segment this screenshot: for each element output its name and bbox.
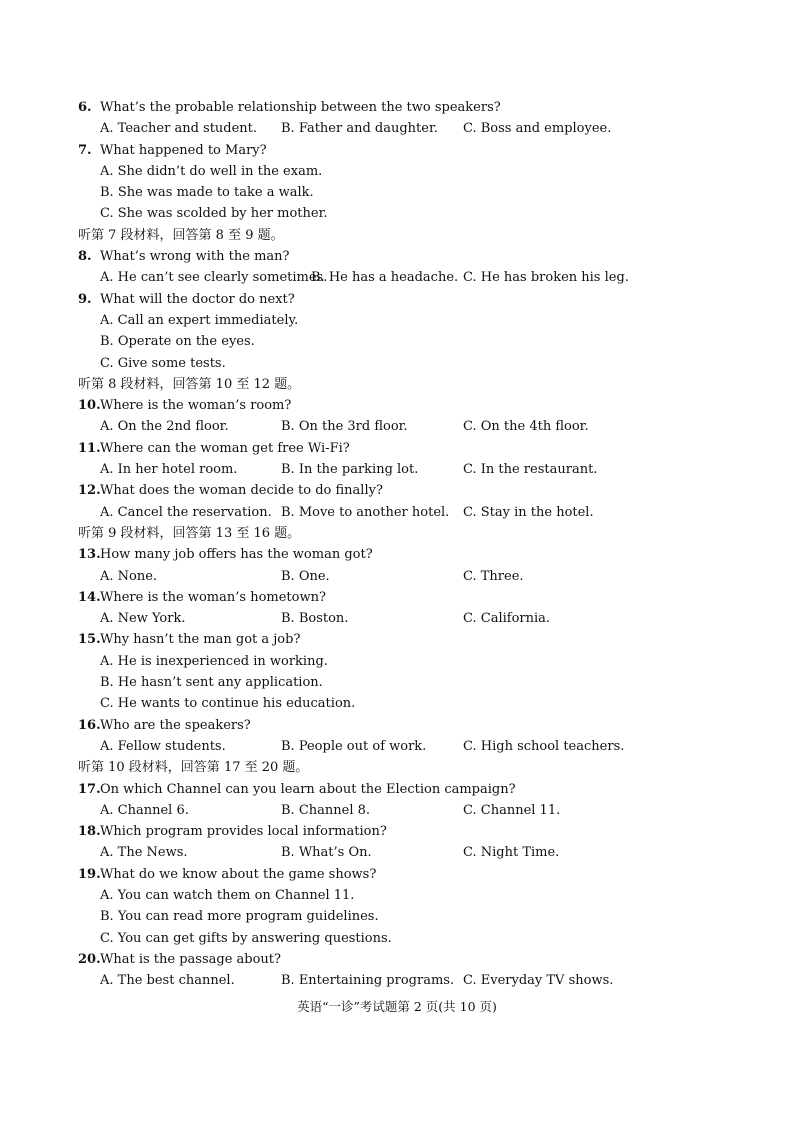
question-text: What is the passage about? [100,951,282,967]
question-stem [78,480,738,501]
question-number: 16. [78,717,101,733]
question-number: 12. [78,483,101,499]
question-stem [78,246,738,267]
answer-option: B. One. [281,568,330,584]
question-stem [78,289,738,310]
answer-option: A. The News. [100,845,188,861]
answer-option: B. He has a headache. [311,270,459,286]
question-stem [78,587,738,608]
page-footer: 英语“一诊”考试题第 2 页(共 10 页) [297,999,497,1014]
answer-option: B. People out of work. [281,738,427,754]
question-text: What do we know about the game shows? [100,866,377,882]
answer-option: B. Father and daughter. [281,121,438,137]
question-number: 8. [78,249,92,265]
answer-option: B. Entertaining programs. [281,973,455,989]
answer-option: A. Teacher and student. [100,121,258,137]
question-number: 9. [78,291,92,307]
option-row [78,416,738,437]
question-stem [78,779,738,800]
section-instruction: 听第 9 段材料，回答第 13 至 16 题。 [78,525,301,541]
question-number: 6. [78,100,92,115]
answer-option: C. California. [463,611,551,627]
question-stem [78,949,738,970]
answer-option: C. Stay in the hotel. [463,504,594,520]
question-number: 17. [78,781,101,797]
answer-option: C. Three. [463,568,524,584]
answer-option: A. Call an expert immediately. [100,312,299,328]
section-instruction: 听第 7 段材料，回答第 8 至 9 题。 [78,227,284,243]
answer-option: A. On the 2nd floor. [100,419,229,435]
answer-option: C. You can get gifts by answering questions. [100,930,392,946]
question-text: Who are the speakers? [100,717,251,733]
option-row [78,800,738,821]
answer-option: C. Night Time. [463,845,560,861]
question-stem [78,140,738,161]
question-number: 11. [78,440,101,456]
question-text: Where can the woman get free Wi-Fi? [100,440,350,456]
question-number: 14. [78,589,101,605]
question-number: 18. [78,824,101,840]
answer-option: B. He hasn’t sent any application. [100,675,323,691]
answer-option: A. The best channel. [100,973,235,989]
question-text: What will the doctor do next? [100,291,295,307]
question-text: Where is the woman’s hometown? [100,589,326,605]
answer-option: C. High school teachers. [463,738,625,754]
answer-option: A. None. [100,568,158,584]
question-number: 10. [78,398,101,414]
answer-option: B. On the 3rd floor. [281,419,408,435]
question-text: Where is the woman’s room? [100,398,292,414]
answer-option: C. Everyday TV shows. [463,973,614,989]
answer-option: A. He is inexperienced in working. [100,653,328,669]
option-row [78,459,738,480]
question-list [78,97,738,991]
option-row [78,608,738,629]
option-row [78,566,738,587]
question-text: What’s the probable relationship between the two speakers? [100,100,501,115]
question-text: How many job offers has the woman got? [100,547,373,563]
section-instruction: 听第 8 段材料，回答第 10 至 12 题。 [78,376,301,392]
answer-option: B. She was made to take a walk. [100,185,314,201]
question-text: What’s wrong with the man? [100,249,290,265]
question-stem [78,438,738,459]
answer-option: B. Move to another hotel. [281,504,450,520]
question-stem [78,97,738,118]
question-stem [78,544,738,565]
answer-option: A. She didn’t do well in the exam. [100,163,323,179]
option-row [78,502,738,523]
question-number: 19. [78,866,101,882]
answer-option: A. He can’t see clearly sometimes. [100,270,328,286]
question-text: Which program provides local information? [100,824,387,840]
question-text: What does the woman decide to do finally? [100,483,383,499]
answer-option: C. He wants to continue his education. [100,696,356,712]
question-text: Why hasn’t the man got a job? [100,632,301,648]
option-row [78,267,738,288]
answer-option: B. Operate on the eyes. [100,334,255,350]
question-stem [78,864,738,885]
answer-option: A. In her hotel room. [100,462,238,478]
option-row [78,970,738,991]
answer-option: A. Cancel the reservation. [100,504,272,520]
answer-option: C. He has broken his leg. [463,270,629,286]
answer-option: B. You can read more program guidelines. [100,909,379,925]
answer-option: A. Fellow students. [100,738,226,754]
option-row [78,842,738,863]
question-text: What happened to Mary? [100,142,267,158]
answer-option: B. In the parking lot. [281,462,419,478]
answer-option: B. What’s On. [281,845,372,861]
question-number: 20. [78,951,101,967]
answer-option: B. Channel 8. [281,802,371,818]
question-text: On which Channel can you learn about the Election campaign? [100,781,516,797]
option-row [78,736,738,757]
answer-option: C. On the 4th floor. [463,419,589,435]
question-number: 7. [78,142,92,158]
answer-option: C. Boss and employee. [463,121,612,137]
answer-option: C. Channel 11. [463,802,561,818]
answer-option: A. New York. [100,611,186,627]
question-stem [78,821,738,842]
question-stem [78,715,738,736]
question-stem [78,629,738,650]
answer-option: C. She was scolded by her mother. [100,206,328,222]
answer-option: A. You can watch them on Channel 11. [100,887,355,903]
answer-option: B. Boston. [281,611,349,627]
question-stem [78,395,738,416]
answer-option: C. In the restaurant. [463,462,598,478]
option-row [78,118,738,139]
answer-option: A. Channel 6. [100,802,189,818]
question-number: 15. [78,632,101,648]
answer-option: C. Give some tests. [100,355,226,371]
question-number: 13. [78,547,101,563]
section-instruction: 听第 10 段材料，回答第 17 至 20 题。 [78,760,309,776]
